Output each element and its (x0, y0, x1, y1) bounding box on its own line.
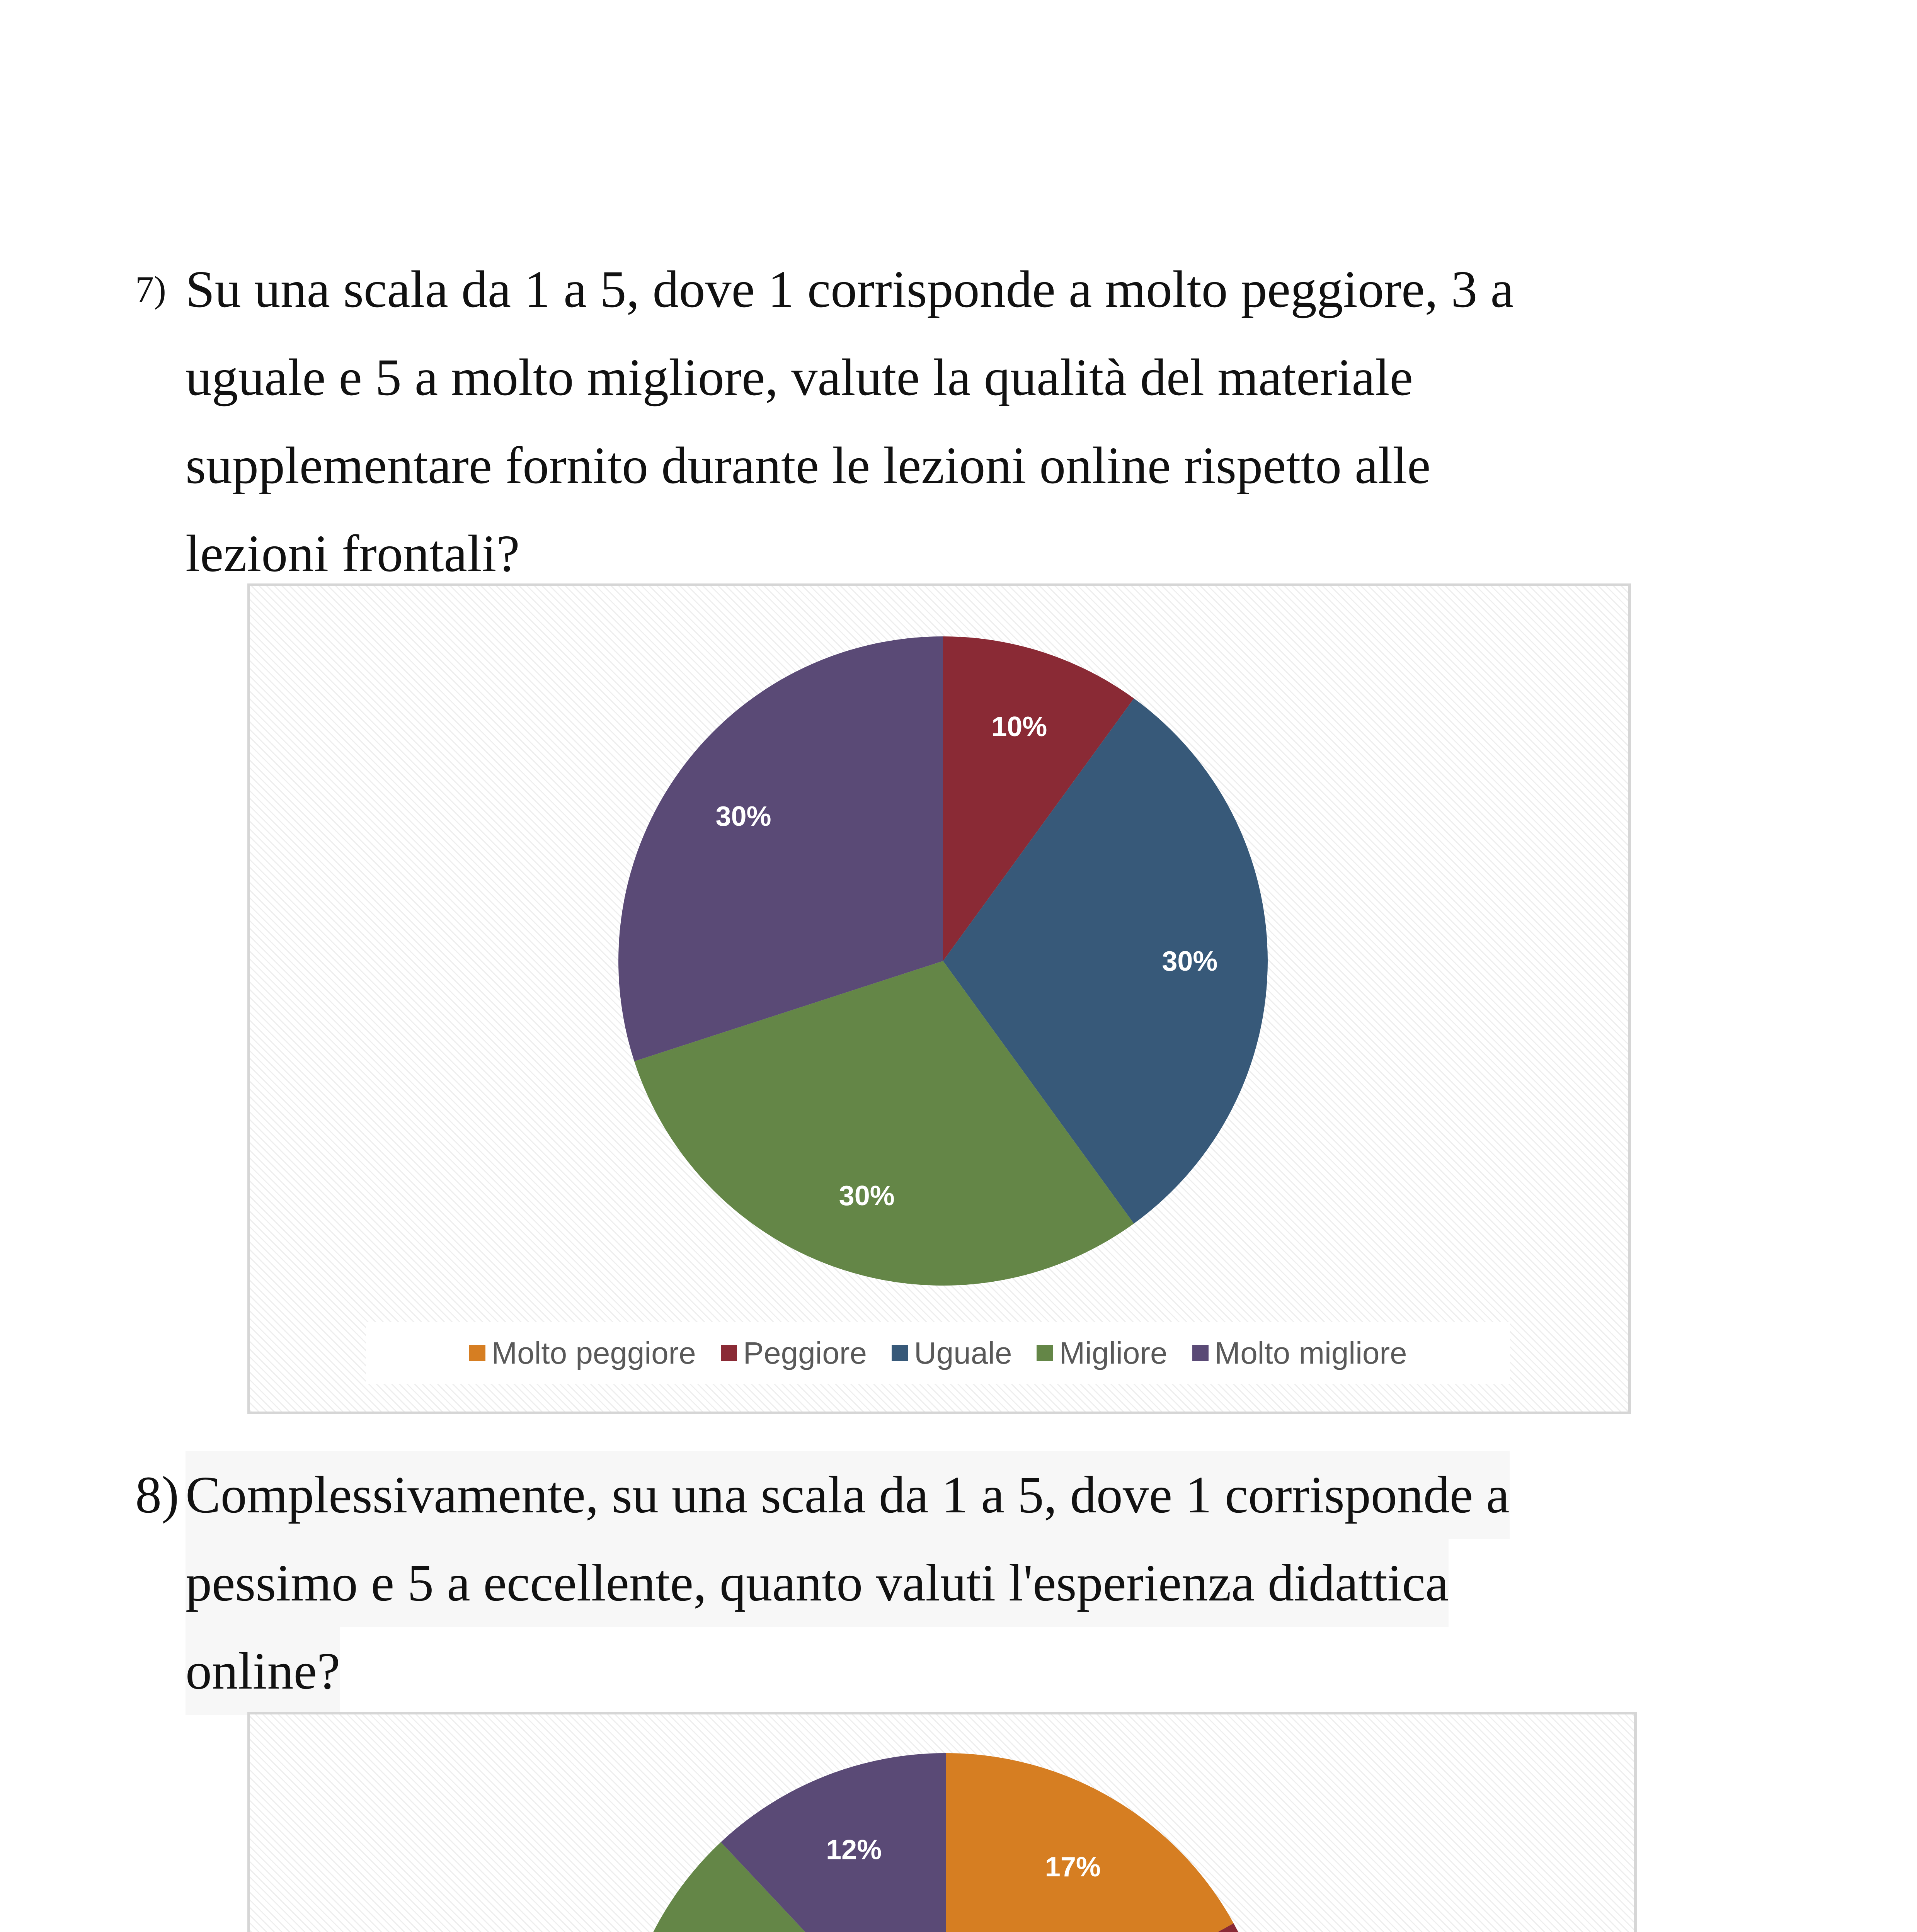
question-7-line-4: lezioni frontali? (186, 525, 520, 583)
pie-slice-8-1 (946, 1753, 1234, 1932)
chart-q7 (247, 583, 1631, 1414)
question-7-number: 7) (135, 269, 166, 310)
question-8-line-3: online? (186, 1627, 340, 1715)
legend-swatch-7-5 (1192, 1345, 1209, 1361)
slice-label-7-3: 30% (1162, 946, 1218, 977)
chart-q8 (247, 1712, 1637, 1932)
legend-label-7-2: Peggiore (743, 1336, 867, 1370)
slice-label-8-5: 12% (826, 1834, 882, 1866)
legend-swatch-7-3 (892, 1345, 908, 1361)
legend-item-7-4 (1037, 1335, 1167, 1371)
question-7 (135, 245, 1809, 598)
pie-chart-q7 (250, 586, 1628, 1412)
legend-item-7-1 (469, 1335, 696, 1371)
legend-label-7-1: Molto peggiore (491, 1336, 696, 1370)
legend-label-7-4: Migliore (1059, 1336, 1168, 1370)
legend-swatch-7-2 (721, 1345, 737, 1361)
slice-label-7-5: 30% (715, 801, 771, 832)
question-8-line-2: pessimo e 5 a eccellente, quanto valuti l'esperienza didattica (186, 1539, 1449, 1627)
question-8-number: 8) (135, 1466, 179, 1524)
legend-item-7-2 (721, 1335, 867, 1371)
question-7-line-2: uguale e 5 a molto migliore, valute la qualità del materiale (186, 349, 1413, 406)
legend-item-7-3 (892, 1335, 1012, 1371)
legend-label-7-3: Uguale (914, 1336, 1012, 1370)
pie-chart-q8 (250, 1714, 1634, 1932)
question-8 (135, 1451, 1809, 1715)
slice-label-8-1: 17% (1045, 1851, 1101, 1883)
slice-label-7-2: 10% (991, 711, 1047, 742)
question-7-line-3: supplementare fornito durante le lezioni online rispetto alle (186, 437, 1431, 495)
slice-label-7-4: 30% (839, 1180, 895, 1212)
legend-label-7-5: Molto migliore (1214, 1336, 1407, 1370)
legend-swatch-7-1 (469, 1345, 485, 1361)
legend-q7 (366, 1322, 1510, 1384)
question-7-line-1: Su una scala da 1 a 5, dove 1 corrisponde a molto peggiore, 3 a (186, 260, 1514, 318)
question-8-line-1: Complessivamente, su una scala da 1 a 5, dove 1 corrisponde a (186, 1451, 1510, 1539)
legend-swatch-7-4 (1037, 1345, 1053, 1361)
legend-item-7-5 (1192, 1335, 1407, 1371)
